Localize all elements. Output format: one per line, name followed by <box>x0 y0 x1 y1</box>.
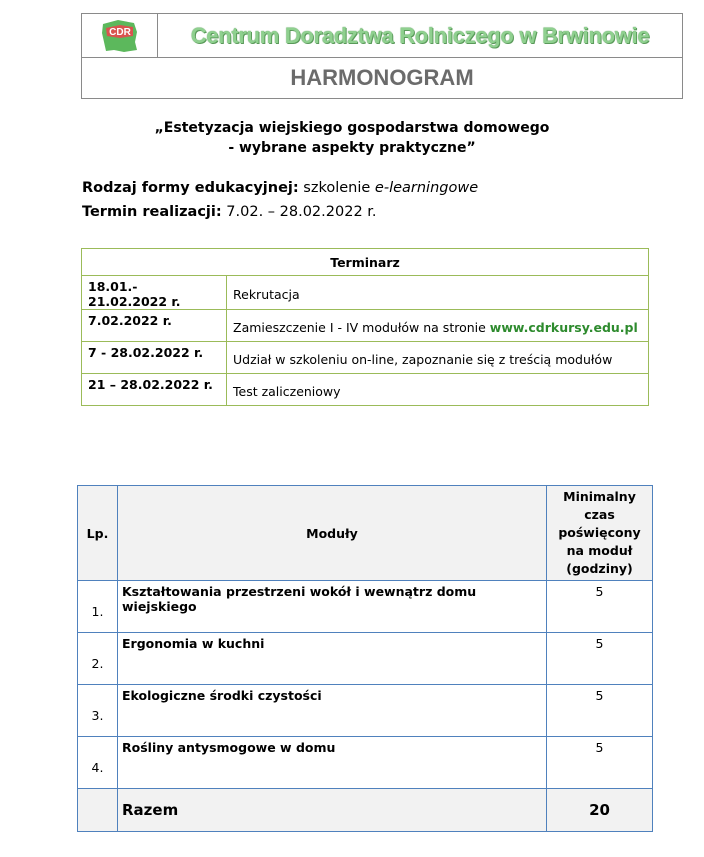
module-name: Ekologiczne środki czystości <box>118 685 547 737</box>
schedule-date: 7 - 28.02.2022 r. <box>82 342 227 374</box>
schedule-row <box>82 276 649 310</box>
module-hours: 5 <box>547 685 653 737</box>
form-info <box>82 180 478 196</box>
module-name: Kształtowania przestrzeni wokół i wewnątrz domu wiejskiego <box>118 581 547 633</box>
form-value-italic: e-learningowe <box>374 180 479 196</box>
course-title <box>0 118 704 158</box>
schedule-text: Zamieszczenie I - IV modułów na stronie www.cdrkursy.edu.pl <box>227 310 649 342</box>
module-lp: 2. <box>78 633 118 685</box>
schedule-table <box>81 248 649 406</box>
module-hours: 5 <box>547 737 653 789</box>
total-lp-empty <box>78 789 118 832</box>
module-lp: 4. <box>78 737 118 789</box>
module-row <box>78 633 653 685</box>
term-info <box>82 204 377 220</box>
course-title-line1: „Estetyzacja wiejskiego gospodarstwa domowego <box>154 120 550 136</box>
schedule-text: Udział w szkoleniu on-line, zapoznanie się z treścią modułów <box>227 342 649 374</box>
col-lp-header: Lp. <box>78 486 118 581</box>
logo-cell <box>82 14 158 57</box>
term-value: 7.02. – 28.02.2022 r. <box>226 204 377 220</box>
schedule-row <box>82 310 649 342</box>
cdr-logo-icon <box>100 18 140 54</box>
org-name: Centrum Doradztwa Rolniczego w Brwinowie <box>190 22 650 48</box>
module-lp: 1. <box>78 581 118 633</box>
module-lp: 3. <box>78 685 118 737</box>
schedule-text: Rekrutacja <box>227 276 649 310</box>
module-name: Ergonomia w kuchni <box>118 633 547 685</box>
schedule-row <box>82 342 649 374</box>
module-hours: 5 <box>547 633 653 685</box>
doc-title-row <box>82 57 682 98</box>
module-row <box>78 685 653 737</box>
schedule-text: Test zaliczeniowy <box>227 374 649 406</box>
website-link[interactable]: www.cdrkursy.edu.pl <box>489 320 638 335</box>
module-row <box>78 737 653 789</box>
module-row <box>78 581 653 633</box>
col-name-header: Moduły <box>118 486 547 581</box>
total-label: Razem <box>118 789 547 832</box>
col-time-header: Minimalny czas poświęcony na moduł (godziny) <box>547 486 653 581</box>
total-row <box>78 789 653 832</box>
schedule-heading: Terminarz <box>82 249 649 276</box>
schedule-date: 18.01.- 21.02.2022 r. <box>82 276 227 310</box>
org-name-cell <box>158 14 682 57</box>
schedule-date: 21 – 28.02.2022 r. <box>82 374 227 406</box>
module-name: Rośliny antysmogowe w domu <box>118 737 547 789</box>
term-label: Termin realizacji: <box>82 204 222 220</box>
course-title-line2: - wybrane aspekty praktyczne” <box>228 140 476 156</box>
module-hours: 5 <box>547 581 653 633</box>
doc-title: HARMONOGRAM <box>290 65 474 90</box>
form-label: Rodzaj formy edukacyjnej: <box>82 180 299 196</box>
form-value: szkolenie <box>303 180 371 196</box>
schedule-date: 7.02.2022 r. <box>82 310 227 342</box>
svg-text:CDR: CDR <box>109 27 131 38</box>
schedule-row <box>82 374 649 406</box>
modules-table <box>77 485 653 832</box>
total-value: 20 <box>547 789 653 832</box>
document-header <box>81 13 683 99</box>
